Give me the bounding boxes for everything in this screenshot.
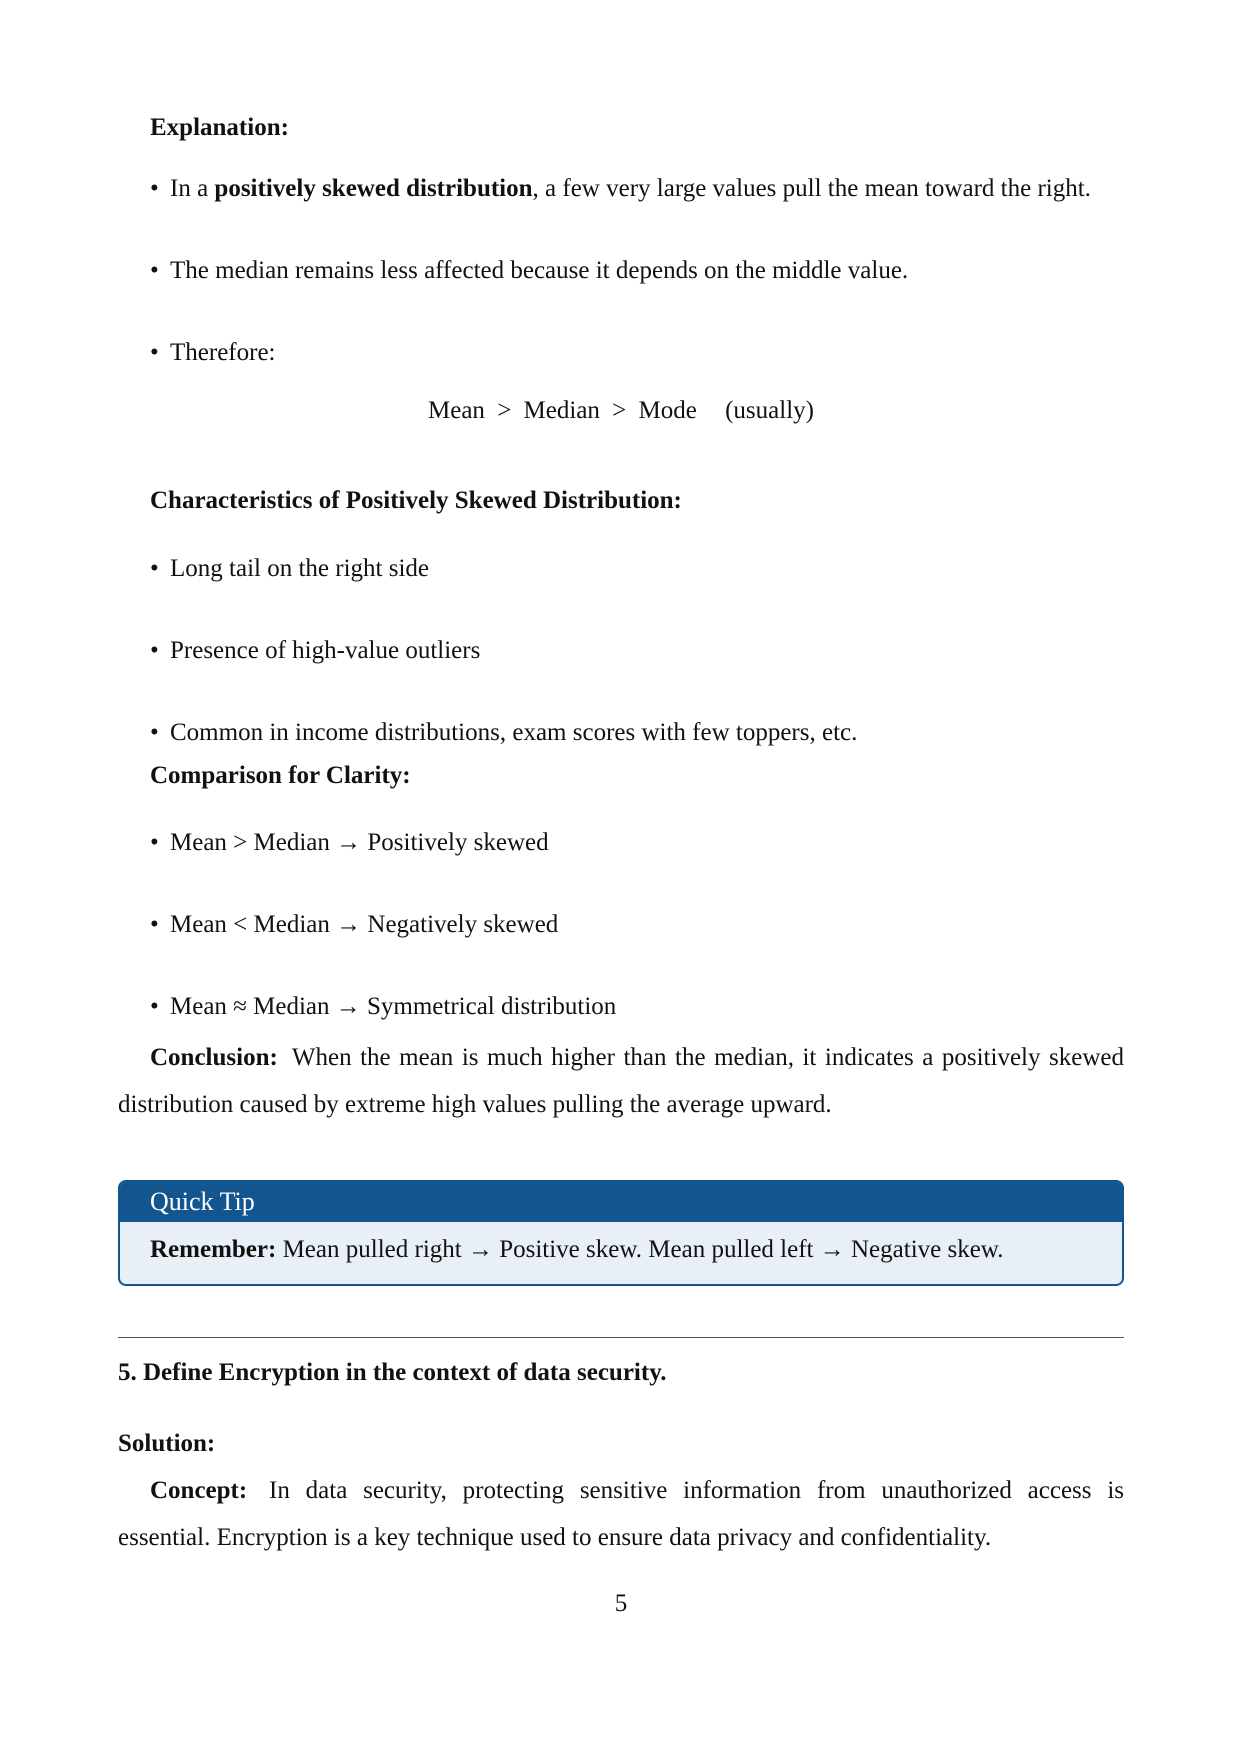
comparison-heading: Comparison for Clarity: bbox=[150, 762, 411, 789]
section-divider bbox=[118, 1337, 1124, 1338]
quick-tip-body: Remember: Mean pulled right → Positive skew. Mean pulled left → Negative skew. bbox=[150, 1236, 1004, 1263]
explanation-list bbox=[150, 166, 1124, 376]
list-item: • Mean ≈ Median → Symmetrical distribution bbox=[150, 984, 1124, 1030]
question-5-heading: 5. Define Encryption in the context of data security. bbox=[118, 1359, 667, 1386]
document-page bbox=[118, 0, 1124, 1754]
inequality-equation: Mean > Median > Mode (usually) bbox=[428, 397, 814, 424]
page-number: 5 bbox=[614, 1590, 628, 1617]
remember-label: Remember: bbox=[150, 1236, 277, 1263]
list-item: • Therefore: bbox=[150, 330, 1124, 376]
list-item: • Mean < Median → Negatively skewed bbox=[150, 902, 1124, 948]
quick-tip-title: Quick Tip bbox=[120, 1182, 1122, 1222]
list-item: • The median remains less affected because it depends on the middle value. bbox=[150, 248, 1124, 294]
list-item: • Presence of high-value outliers bbox=[150, 628, 1124, 674]
characteristics-list bbox=[150, 546, 1124, 792]
list-item: • Common in income distributions, exam scores with few toppers, etc. bbox=[150, 710, 1124, 756]
list-item: • In a positively skewed distribution, a few very large values pull the mean toward the right. bbox=[150, 166, 1124, 212]
bold-term: positively skewed distribution bbox=[214, 175, 533, 202]
solution-heading: Solution: bbox=[118, 1430, 216, 1457]
explanation-heading: Explanation: bbox=[150, 114, 289, 141]
list-item: • Long tail on the right side bbox=[150, 546, 1124, 592]
characteristics-heading: Characteristics of Positively Skewed Distribution: bbox=[150, 487, 682, 514]
quick-tip-box bbox=[118, 1180, 1124, 1286]
concept-label: Concept: bbox=[150, 1477, 248, 1504]
concept-paragraph: Concept: In data security, protecting sensitive information from unauthorized access is essential. Encryption is a key technique used to ensure data privacy and confidentiality. bbox=[118, 1477, 1124, 1551]
conclusion-paragraph: Conclusion: When the mean is much higher than the median, it indicates a positively skewed distribution caused by extreme high values pulling the average upward. bbox=[118, 1044, 1124, 1118]
comparison-list bbox=[150, 820, 1124, 1066]
conclusion-label: Conclusion: bbox=[150, 1044, 278, 1071]
list-item: • Mean > Median → Positively skewed bbox=[150, 820, 1124, 866]
